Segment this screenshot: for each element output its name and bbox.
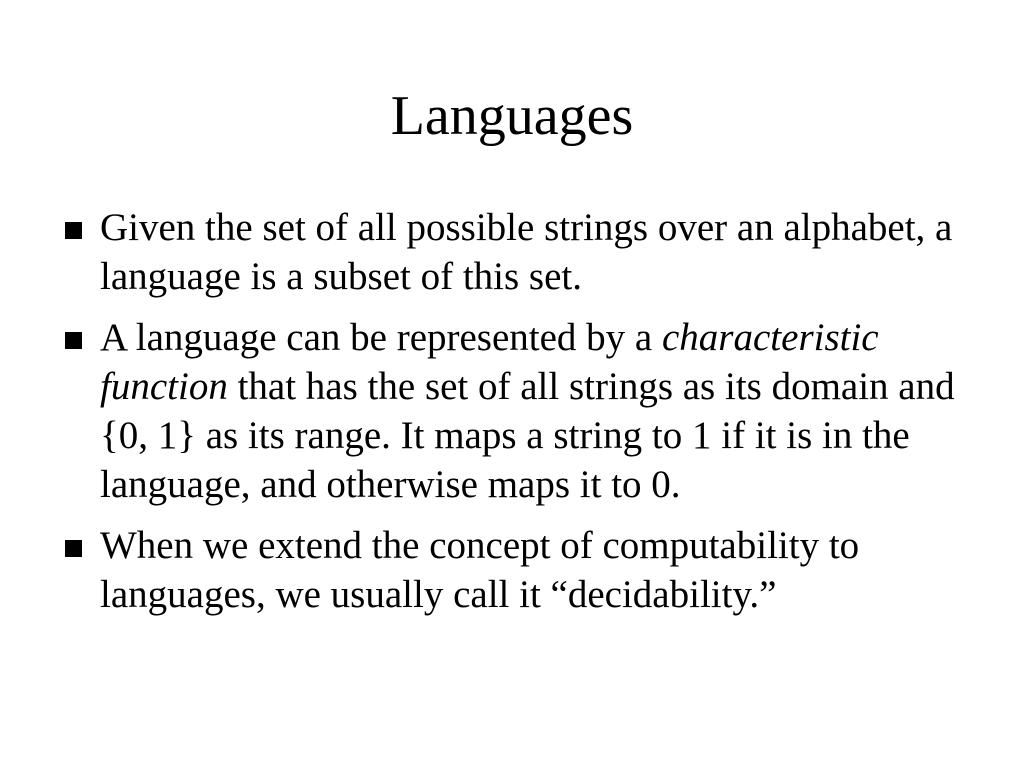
square-bullet-icon: [65, 332, 82, 349]
bullet-text: Given the set of all possible strings over an alphabet, a language is a subset of this set.: [100, 206, 953, 298]
bullet-text-before: A language can be represented by a: [100, 316, 662, 359]
bullet-text-after: that has the set of all strings as its domain and {0, 1} as its range. It maps a string to 1 if it is in the language, and otherwise maps it to 0.: [100, 365, 955, 506]
slide-title: Languages: [390, 85, 634, 147]
bullet-item-definition: [62, 203, 972, 301]
bullet-item-decidability: [62, 521, 972, 619]
square-bullet-icon: [65, 540, 82, 557]
bullet-list: [62, 203, 972, 631]
emphasized-term: characteristic function: [100, 316, 879, 408]
bullet-item-characteristic-function: [62, 313, 972, 509]
square-bullet-icon: [65, 222, 82, 239]
bullet-text: When we extend the concept of computability to languages, we usually call it “decidability.”: [100, 524, 860, 616]
